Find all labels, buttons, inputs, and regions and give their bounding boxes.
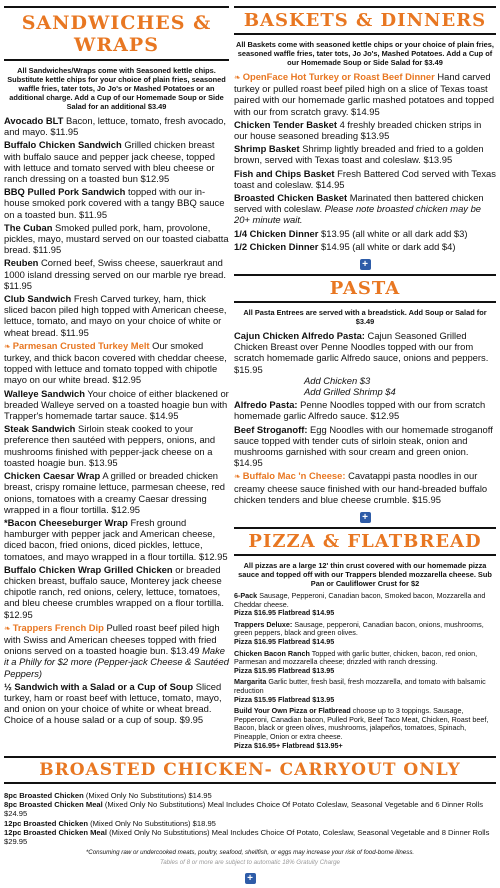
menu-item-desc: Sausage, Pepperoni, Canadian bacon, Smoked bacon, Mozzarella and Cheddar cheese. <box>234 591 486 609</box>
broasted-list <box>4 791 496 846</box>
menu-item-name: *Bacon Cheeseburger Wrap <box>4 516 128 528</box>
menu-item-name: Trappers French Dip <box>12 621 104 633</box>
menu-item <box>4 186 229 220</box>
menu-item-desc: $13.95 (all white or all dark add $3) <box>321 227 468 239</box>
menu-item <box>234 592 496 618</box>
menu-item-desc: (Mixed Only No Substitutions) Meal Includes Choice Of Potato Coleslaw, Seasonal Vegetable and 6 Dinner Rolls $24.95 <box>4 800 484 819</box>
menu-item <box>4 388 229 422</box>
menu-item-desc: Sirloin steak cooked to your preference then sautéed with peppers, onions, and mushrooms finished with pepper-jack cheese on a toasted hoagie bun. $13.95 <box>4 423 216 468</box>
menu-item-name: Trappers Deluxe: <box>234 619 293 629</box>
menu-item-desc: Sausage, pepperoni, Canadian bacon, onions, mushrooms, green peppers, black and green olives. <box>234 619 484 638</box>
pizza-intro: All pizzas are a large 12' thin crust covered with our homemade pizza sauce and topped off with our Trappers blended mozzarella cheese. Sub Pan or Cauliflower Crust for $2 <box>238 561 492 589</box>
sandwiches-title: SANDWICHES & WRAPS <box>4 6 229 61</box>
menu-item <box>234 399 496 421</box>
menu-item-name: Chicken Caesar Wrap <box>4 470 101 482</box>
menu-item <box>234 424 496 469</box>
menu-item <box>4 423 229 468</box>
menu-item <box>234 678 496 704</box>
menu-item-desc: Fresh Carved turkey, ham, thick sliced bacon piled high topped with American cheese, lettuce, tomato, and mayo on your choice of white or wheat bread. $11.95 <box>4 293 227 338</box>
menu-item-name: Chicken Tender Basket <box>234 118 337 130</box>
plus-icon: + <box>245 873 256 884</box>
menu-item-note: Please note broasted chicken may be 20+ minute wait. <box>234 203 482 226</box>
menu-item <box>234 71 496 117</box>
menu-item-desc: Topped with garlic butter, chicken, bacon, red onion, Parmesan and mozzarella cheese; drizzled with ranch dressing. <box>234 648 478 667</box>
menu-item <box>4 222 229 256</box>
menu-item-desc: A grilled or breaded chicken breast, crispy romaine lettuce, parmesan cheese, red onions, tomatoes with a creamy Caesar dressing wrapped in a flour tortilla. $12.95 <box>4 470 225 515</box>
menu-item <box>4 293 229 338</box>
sandwiches-section <box>4 6 229 728</box>
pizza-title: PIZZA & FLATBREAD <box>234 527 496 556</box>
baskets-title: BASKETS & DINNERS <box>234 6 496 35</box>
menu-item <box>234 330 496 397</box>
disclaimer: *Consuming raw or undercooked meats, poultry, seafood, shellfish, or eggs may increase your risk of food-borne illness. <box>85 849 415 857</box>
menu-item-desc: Egg Noodles with our homemade stroganoff sauce topped with tender cuts of sirloin steak, onion and mushrooms garnished with sour cream and green onion. $14.95 <box>234 423 493 469</box>
menu-item-price: Pizza $16.95+ Flatbread $13.95+ <box>234 740 343 750</box>
menu-item-name: Steak Sandwich <box>4 423 76 435</box>
chef-hat-icon: ❧ <box>234 73 241 82</box>
menu-item-price: Pizza $16.95 Flatbread $14.95 <box>234 608 335 618</box>
menu-item <box>4 791 496 800</box>
menu-item-desc: Fresh Battered Cod served with Texas toast and coleslaw. $14.95 <box>234 167 496 190</box>
menu-item-name: Walleye Sandwich <box>4 387 85 399</box>
menu-item <box>4 828 496 846</box>
menu-item-name: Fish and Chips Basket <box>234 167 335 179</box>
menu-item-name: Reuben <box>4 257 39 269</box>
sandwiches-intro: All Sandwiches/Wraps come with Seasoned kettle chips. Substitute kettle chips for your choice of plain fries, seasoned waffle fries, tater tots, Jo Jo's or Mashed Potatoes or an additional charge. Add a Cup of our Homemade Soup or Side Salad for an additional $3.49 <box>7 66 226 111</box>
menu-item-desc: Grilled chicken breast with buffalo sauce and pepper jack cheese, topped with lettuce and tomato served with bleu cheese or ranch dressing on a toasted bun $12.95 <box>4 139 215 185</box>
menu-item-desc: Fresh ground hamburger with pepper jack and American cheese, diced bacon, fried onions, diced pickles, lettuce, tomatoes, and mayo wrapped in a flour tortilla. $12.95 <box>4 516 228 562</box>
menu-item-desc: (Mixed Only No Substitutions) $18.95 <box>90 818 216 828</box>
menu-item-name: Build Your Own Pizza or Flatbread <box>234 706 351 716</box>
menu-item-desc: Cavatappi pasta noodles in our creamy cheese sauce finished with our hand-breaded buffalo chicken tenders and blue cheese crumble. $15.95 <box>234 470 488 505</box>
menu-item-desc: Shrimp lightly breaded and fried to a golden brown, served with Texas toast and coleslaw. $13.95 <box>234 143 484 166</box>
menu-item-price: Pizza $15.95 Flatbread $13.95 <box>234 694 335 704</box>
gratuity-note: Tables of 8 or more are subject to automatic 18% Gratuity Charge <box>160 859 340 867</box>
pasta-intro: All Pasta Entrees are served with a breadstick. Add Soup or Salad for $3.49 <box>243 308 487 327</box>
menu-item-price: Pizza $16.95 Flatbread $14.95 <box>234 637 335 647</box>
menu-item-desc: Pulled roast beef piled high with Swiss and American cheeses topped with fried onions served on a toasted hoagie bun. $13.49 <box>4 621 220 657</box>
menu-item-name: Parmesan Crusted Turkey Melt <box>12 339 150 351</box>
menu-item <box>4 819 496 828</box>
menu-item-name: Club Sandwich <box>4 293 72 305</box>
pasta-list <box>234 330 496 505</box>
menu-item <box>4 139 229 184</box>
menu-item <box>4 517 229 562</box>
menu-item <box>234 228 496 239</box>
menu-item-desc: Hand carved turkey or pulled roast beef piled high on a slice of Texas toast paired with our homemade garlic mashed potatoes and topped with our from scratch gravy. $14.95 <box>234 71 495 117</box>
menu-item-price: Pizza $15.95 Flatbread $13.95 <box>234 665 335 675</box>
menu-item-addon: Add Grilled Shrimp $4 <box>304 386 396 398</box>
menu-item <box>4 257 229 291</box>
plus-button[interactable] <box>234 254 496 272</box>
menu-item-name: Buffalo Chicken Sandwich <box>4 139 122 151</box>
right-column <box>234 6 496 753</box>
menu-item <box>234 119 496 141</box>
menu-item <box>234 241 496 252</box>
chef-hat-icon: ❧ <box>234 472 241 482</box>
menu-item-name: 6-Pack <box>234 591 258 601</box>
menu-item <box>234 470 496 505</box>
menu-item <box>4 564 229 620</box>
menu-item-name: Buffalo Chicken Wrap Grilled Chicken <box>4 563 173 575</box>
menu-item-desc: Corned beef, Swiss cheese, sauerkraut and 1000 island dressing served on our marble rye bread. $11.95 <box>4 257 227 291</box>
menu-item-name: OpenFace Hot Turkey or Roast Beef Dinner <box>242 71 435 82</box>
sandwiches-list <box>4 115 229 726</box>
pasta-title: PASTA <box>234 274 496 303</box>
menu-item-name: BBQ Pulled Pork Sandwich <box>4 186 126 198</box>
menu-item-name: Margarita <box>234 677 267 687</box>
menu-item-name: 12pc Broasted Chicken <box>4 818 88 828</box>
menu-item-desc: Penne Noodles topped with our from scratch homemade garlic Alfredo sauce. $12.95 <box>234 399 486 422</box>
menu-item-addon: Add Chicken $3 <box>304 374 371 386</box>
menu-item-name: The Cuban <box>4 221 53 233</box>
chef-hat-icon: ❧ <box>4 341 11 351</box>
menu-item-desc: Our smoked turkey, and thick bacon covered with cheddar cheese, topped with lettuce and tomato topped with chipotle mayo on our white bread. $12.95 <box>4 339 227 386</box>
menu-item-name: Cajun Chicken Alfredo Pasta: <box>234 330 365 342</box>
menu-item-desc: Smoked pulled pork, ham, provolone, pickles, mayo, mustard served on our toasted ciabatta bread. $11.95 <box>4 221 229 256</box>
plus-button[interactable] <box>234 507 496 525</box>
plus-button[interactable] <box>4 868 496 886</box>
menu-item-desc: Marinated then battered chicken served with coleslaw. <box>234 192 484 215</box>
menu-item-desc: Your choice of either blackened or breaded Walleye served on a toasted hoagie bun with Trapper's homemade tartar sauce. $14.95 <box>4 387 229 422</box>
menu-item-desc: Garlic butter, fresh basil, fresh mozzarella, and tomato with balsamic reduction <box>234 677 486 696</box>
menu-item <box>234 192 496 226</box>
menu-item-desc: Bacon, lettuce, tomato, fresh avocado, and mayo. $11.95 <box>4 115 226 138</box>
menu-item-note: Make it a Philly for $2 more (Pepper-jack Cheese & Sautéed Peppers) <box>4 645 229 679</box>
menu-item-name: 1/2 Chicken Dinner <box>234 240 319 252</box>
menu-item-name: 8pc Broasted Chicken Meal <box>4 800 103 810</box>
menu-item-desc: $14.95 (all white or dark add $4) <box>321 240 456 252</box>
menu-item-desc: or breaded chicken breast, buffalo sauce, Monterey jack cheese chipotle ranch, red onions, celery, lettuce, tomatoes, and bleu cheese crumbles wrapped on a flour tortilla. $12.95 <box>4 563 224 620</box>
menu-item <box>4 622 229 679</box>
menu-item <box>234 621 496 647</box>
menu-item-name: Beef Stroganoff: <box>234 423 308 435</box>
baskets-intro: All Baskets come with seasoned kettle chips or your choice of plain fries, seasoned waffle fries, tater tots, Jo Jo's, Mashed Potatoes. Add a Cup of our Homemade Soup or Side Salad for $3.49 <box>236 40 494 67</box>
menu-item <box>4 681 229 726</box>
menu-item <box>234 168 496 190</box>
menu-item-desc: choose up to 3 toppings. Sausage, Pepperoni, Canadian bacon, Pulled Pork, Beef Taco Meat, Chicken, Roast beef, Bacon, black or green olives, mushrooms, jalapeños, tomatoes, Spinach, Pineapple, Onion or extra cheese. <box>234 706 489 741</box>
menu-item-name: Alfredo Pasta: <box>234 399 298 411</box>
plus-icon: + <box>360 259 371 270</box>
broasted-section <box>4 756 496 888</box>
menu-item-name: Buffalo Mac 'n Cheese: <box>242 470 346 482</box>
menu-item-name: 12pc Broasted Chicken Meal <box>4 827 107 837</box>
menu-item <box>4 800 496 818</box>
menu-item-desc: (Mixed Only No Substitutions) $14.95 <box>85 791 212 800</box>
menu-item-desc: Cajun Seasoned Grilled Chicken Breast over Penne Noodles topped with our from scratch homemade garlic Alfredo sauce, onions and peppers. $15.95 <box>234 330 489 375</box>
menu-item-name: 1/4 Chicken Dinner <box>234 227 319 239</box>
pizza-list <box>234 592 496 750</box>
menu-item-desc: Sliced turkey, ham or roast beef with lettuce, tomato, mayo, and onion on your choice of white or wheat bread. Choice of a house salad or a cup of soup. $9.95 <box>4 680 222 726</box>
menu-item-name: Shrimp Basket <box>234 143 300 155</box>
menu-item <box>234 707 496 750</box>
menu-item-name: Broasted Chicken Basket <box>234 192 348 204</box>
menu-item <box>4 340 229 386</box>
plus-icon: + <box>360 512 371 523</box>
menu-item-desc: topped with our in-house smoked pork covered with a tangy BBQ sauce on a toasted bun. $11.95 <box>4 186 225 220</box>
menu-item <box>4 115 229 137</box>
menu-item-desc: 4 freshly breaded chicken strips in our house seasoned breading $13.95 <box>234 118 482 142</box>
menu-item <box>234 650 496 676</box>
menu-item <box>234 143 496 165</box>
menu-item-name: Avocado BLT <box>4 115 64 126</box>
menu-item-desc: (Mixed Only No Substitutions) Meal Includes Choice Of Potato, Coleslaw, Seasonal Vegetable and 8 Dinner Rolls $29.95 <box>4 827 490 847</box>
menu-item-name: ½ Sandwich with a Salad or a Cup of Soup <box>4 680 194 692</box>
broasted-title: BROASTED CHICKEN- CARRYOUT ONLY <box>4 756 496 784</box>
menu-item-name: Chicken Bacon Ranch <box>234 648 310 658</box>
chef-hat-icon: ❧ <box>4 623 11 633</box>
menu-item <box>4 470 229 515</box>
menu-item-name: 8pc Broasted Chicken <box>4 791 84 800</box>
baskets-list <box>234 71 496 252</box>
